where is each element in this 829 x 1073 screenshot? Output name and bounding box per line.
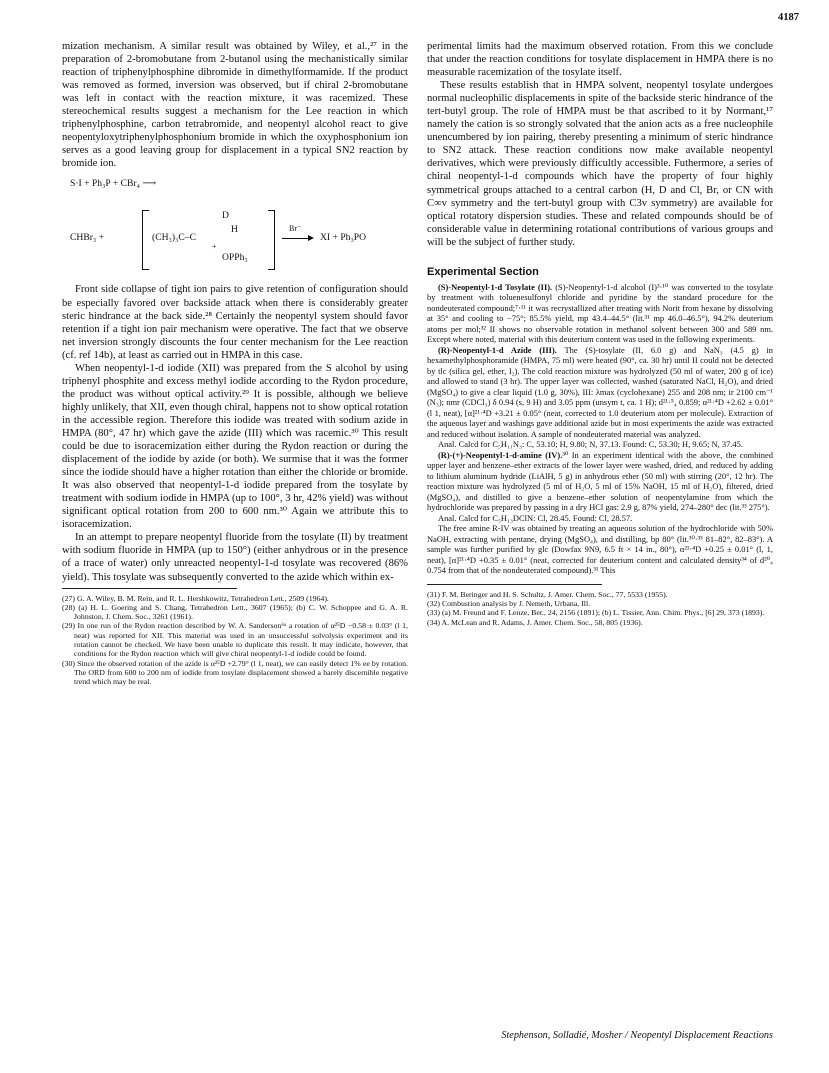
- scheme-plus-charge: +: [212, 242, 217, 252]
- page-number: 4187: [778, 12, 799, 23]
- footnote-34: (34) A. McLean and R. Adams, J. Amer. Chem. Soc., 58, 805 (1936).: [427, 617, 643, 627]
- right-paragraph-1: perimental limits had the maximum observed rotation. From this we conclude that under the reaction conditions for tosylate displacement in HMPA there is no measurable racemization of the tosylate itself.: [427, 41, 773, 79]
- footnote-rule: [62, 588, 237, 589]
- section-heading: Experimental Section: [427, 265, 539, 278]
- footnote-32: (32) Combustion analysis by J. Nemeth, Urbana, Ill.: [427, 599, 591, 609]
- experimental-azide: [427, 345, 773, 440]
- run-in-heading: (R)-(+)-Neopentyl-1-d-amine (IV).: [438, 449, 563, 460]
- run-body: (S)-Neopentyl-1-d alcohol (I)³·¹⁰ was converted to the tosylate by treatment with toluenesulfonyl chloride and pyridine by the standard procedure for the nondeuterated compound;⁷·¹¹ it was recrystallized after treating with Norit from hexane by dissolving at 35° and cooling to −75°; 85.5% yield, mp 43.4–44.5° (lit.³¹ mp 46.0–46.5°), 94.2% deuterium atoms per mol;³² II shows no observable rotation in methanol solvent between 300 and 589 nm. Except where noted, material with this deuterium content was used in the following experiments.: [427, 281, 774, 345]
- footnote-30: (30) Since the observed rotation of the azide is α²⁵D +2.79° (l 1, neat), we can easily detect 1% ee by rotation. The ORD from 600 to 200 nm of iodide from tosylate displacement showed a barely discernible negative trend which may be real.: [62, 658, 408, 687]
- scheme-hydrogen: H: [231, 224, 238, 236]
- left-paragraph-4: In an attempt to prepare neopentyl fluoride from the tosylate (II) by treatment with sodium fluoride in HMPA (up to 150°) (either anhydrous or in the presence of a trace of water) only unreacted neopentyl-1-d tosylate was recovered (86% yield). This tosylate was subsequently converted to the azide which within ex-: [62, 532, 408, 583]
- scheme-tbu-group: (CH₃)₃C–C: [152, 232, 197, 244]
- reaction-scheme: [62, 176, 408, 283]
- run-in-heading: (S)-Neopentyl-1-d Tosylate (II).: [438, 281, 553, 292]
- experimental-tosylate: [427, 282, 773, 345]
- free-amine-paragraph: The free amine R-IV was obtained by treating an aqueous solution of the hydrochloride with 50% NaOH, extracting with pentane, drying (MgSO₄), and distilling, bp 80° (lit.³⁰·³³ 81–82°, 82–83°). A sample was further purified by glc (Dowfax 9N9, 6.5 ft × 14 in., 80°), α²¹·⁴D +0.25 ± 0.01° (l, 1, neat), [α]²¹·⁴D +0.35 ± 0.01° (neat, corrected for deuterium content and calculated density³⁴ of d²⁰₄ 0.754 from that of the nondeuterated compound).³¹ This: [427, 523, 773, 576]
- right-bracket: [268, 210, 275, 270]
- running-footer: Stephenson, Solladié, Mosher / Neopentyl Displacement Reactions: [501, 1030, 773, 1041]
- right-paragraph-2: These results establish that in HMPA solvent, neopentyl tosylate undergoes normal nucleophilic displacements in spite of the backside steric hindrance of the tert-butyl group. The role of HMPA must be that ascribed to it by Normant,¹⁷ namely the cation is so strongly solvated that the anion acts as a free nucleophile unencumbered by ion pairing, thereby presenting a minimum of steric hindrance to SN2 attack. These reaction conditions now make available neopentyl derivatives, which were previously difficultly accessible. Futhermore, a series of chiral neopentyl-1-d compounds which have the property of four highly symmetrical groups attached to a central carbon (H, D and Cl, Br, or CN with C∞v symmetry and the tert-butyl group with C3v symmetry) are available for optical rotatory dispersion studies. These and related compounds should be of considerable value in determining rotational contributions of various groups and will be the subject of further study.: [427, 80, 773, 248]
- left-bracket: [142, 210, 149, 270]
- footnote-29: (29) In one run of the Rydon reaction described by W. A. Sanderson⁶ᵃ a rotation of α²⁵D −0.58 ± 0.03° (l 1, neat) was reported for XII. This material was used in an unsuccessful solvolysis experiment and its rotation cannot be checked. We have been unable to duplicate this result. It may indicate, however, that conditions for the Rydon reaction which will give chiral neopentyl-1-d iodide could be found.: [62, 621, 408, 659]
- footnote-rule: [427, 584, 602, 585]
- footnote-28: (28) (a) H. L. Goering and S. Chang, Tetrahedron Lett., 3607 (1965); (b) C. W. Schoppee and G. A. R. Johnston, J. Chem. Soc., 3261 (1961).: [62, 602, 408, 622]
- arrow-head-icon: [308, 235, 314, 241]
- scheme-products: XI + Ph₃PO: [320, 232, 367, 244]
- footnote-27: (27) G. A. Wiley, B. M. Rein, and R. L. Hershkowitz, Tetrahedron Lett., 2509 (1964).: [62, 593, 329, 603]
- amine-analysis: Anal. Calcd for C₅H₁₃DClN: Cl, 28.45. Found: Cl, 28.57.: [438, 512, 633, 523]
- scheme-reactants: S·I + Ph₃P + CBr₄ ⟶: [70, 178, 157, 190]
- run-in-heading: (R)-Neopentyl-1-d Azide (III).: [438, 344, 557, 355]
- right-column: [427, 40, 773, 627]
- left-paragraph-3: When neopentyl-1-d iodide (XII) was prepared from the S alcohol by using triphenyl phosphite and excess methyl iodide according to the Rydon procedure, the product was without optical activity.²⁹ It is possible, although we believe highly unlikely, that XII, even though chiral, happens not to show optical rotation in the accessible region. Therefore this iodide was treated with sodium azide in HMPA (80°, 47 hr) which gave the azide (III) which was racemic.³⁰ This result could be due to isoracemization either during the Rydon reaction or during the displacement of the iodide by azide (or both). We surmise that it was the former since the iodide should have a higher rotation than either the chloride or bromide. It was also observed that neopentyl-1-d iodide prepared from the tosylate by treatment with sodium iodide in HMPA (up to 100°, 3 hr, 42% yield) was without significant optical rotation from 200 to 600 nm.³⁰ Again we attribute this to isoracemization.: [62, 362, 408, 531]
- scheme-bromide: Br⁻: [289, 224, 302, 234]
- run-body: ³⁰ In an experiment identical with the above, the combined upper layer and benzene–ether extracts of the lower layer were washed, dried, and reduced by adding to lithium aluminum hydride (LiAlH, 5 g) in anhydrous ether (50 ml) with stirring (20°, 12 hr). The reaction mixture was hydrolyzed (5 ml of H₂O, 5 ml of 15% NaOH, 15 ml of H₂O), filtered, dried (MgSO₄), and distilled to give a benzene–ether solution of neopentylamine from which the hydrochloride was prepared by passing in a dry HCl gas: 2.9 g, 87% yield, 274–280° dec (lit.³³ 275°).: [427, 449, 773, 513]
- scheme-opph3: OPPh₃: [222, 252, 248, 264]
- left-column: [62, 40, 408, 687]
- footnote-33: (33) (a) M. Freund and F. Lenze, Ber., 24, 2156 (1891); (b) L. Tissier, Ann. Chim. Phys., [6] 29, 373 (1893).: [427, 608, 765, 618]
- experimental-amine: [427, 450, 773, 513]
- left-paragraph-1: mization mechanism. A similar result was obtained by Wiley, et al.,²⁷ in the preparation of 2-bromobutane from 2-butanol using the mechanistically similar reaction of triphenylphosphine dibromide in dimethylformamide. If the product was removed as formed, inversion was observed, but if chiral 2-bromobutane was left in contact with the reaction mixture, it was racemized. These stereochemical results suggest a mechanism for the Lee reaction in which triphenylphosphine, carbon tetrabromide, and neopentyl alcohol react to give neopentyloxytriphenylphosphonium bromide in which the oxyphosphonium ion serves as a good leaving group for displacement in a typical SN2 reaction by bromide ion.: [62, 41, 408, 170]
- azide-analysis: Anal. Calcd for C₅H₁₁N₃: C, 53.10; H, 9.80; N, 37.13. Found: C, 53.30; H, 9.65; N, 37.45.: [438, 439, 743, 450]
- scheme-deuterium: D: [222, 210, 229, 222]
- footnote-31: (31) F. M. Beringer and H. S. Schultz, J. Amer. Chem. Soc., 77, 5533 (1955).: [427, 589, 668, 599]
- scheme-chbr3: CHBr₃ +: [70, 232, 105, 244]
- run-body: The (S)-tosylate (II, 6.0 g) and NaN₃ (4.5 g) in hexamethylphosphoramide (HMPA, 75 ml) were heated (90°, ca. 30 hr) until II could not be detected by tlc (silica gel, ether, I₂). The cold reaction mixture was hydrolyzed (50 ml of water, 200 g of ice) and allowed to stand (3 hr). The upper layer was collected, washed (saturated NaCl, H₂O), and dried (MgSO₄) to give a clear liquid (1.0 g, 30%), III: λmax (cyclohexane) 255 and 208 nm; ir 2100 cm⁻¹ (N₃); nmr (CDCl₃) δ 0.94 (s, 9 H) and 3.05 ppm (unsym t, ca. 1 H); d²¹·⁵₄ 0.859; α²¹·⁴D +2.62 ± 0.01° (l 1, neat), [α]²¹·⁴D +3.21 ± 0.05° (neat, corrected to 1.0 deuterium atom per molecule). Extraction of the aqueous layer and washings gave additional azide but in most experiments the azide was extracted and reduced without isolation. A sample of nondeuterated material was analyzed.: [427, 344, 773, 439]
- left-paragraph-2: Front side collapse of tight ion pairs to give retention of configuration should be especially favored over backside attack when there is considerably greater steric hindrance at the back side.²⁸ Certainly the neopentyl system should favor retention if a tight ion pair mechanism were operative. The fact that we observe net inversion strongly discounts the four center mechanism for the Lee reaction (cf. ref 14b), at least as carried out in HMPA in this case.: [62, 284, 408, 361]
